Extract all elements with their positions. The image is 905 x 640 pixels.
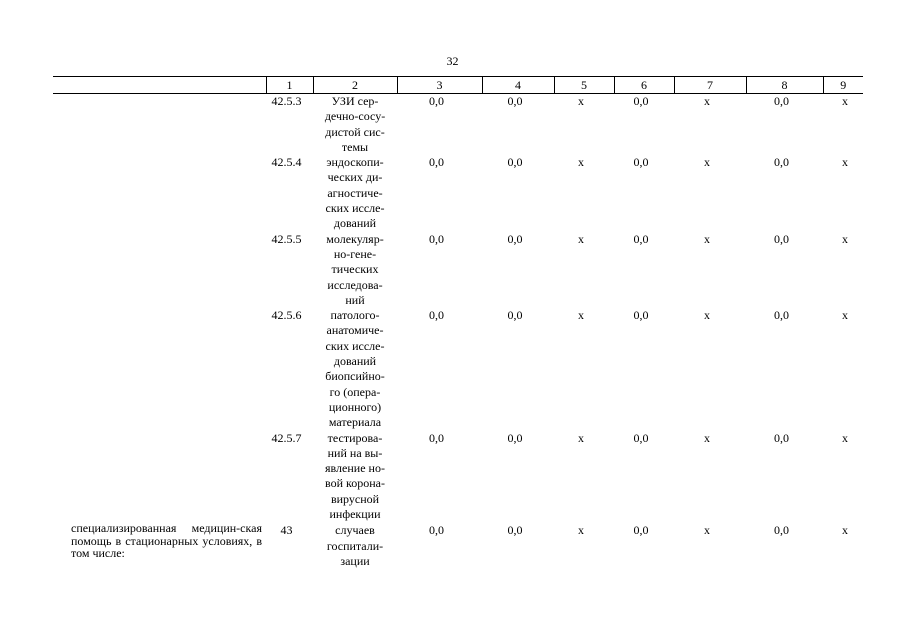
row-description-cell: случаев госпитали- зации — [326, 523, 384, 568]
row-mark-cell: х — [704, 523, 710, 538]
row-name-cell — [53, 155, 266, 231]
row-mark-cell: х — [704, 231, 710, 246]
row-mark-cell: х — [842, 231, 848, 246]
row-value-cell: 0,0 — [429, 155, 444, 170]
row-description-cell: эндоскопи- ческих ди- агностиче- ских иссле- дований — [325, 155, 385, 231]
row-value-cell: 0,0 — [633, 430, 649, 445]
row-code-cell: 42.5.3 — [271, 94, 302, 108]
row-mark-cell: х — [842, 430, 848, 445]
row-value-cell: 0,0 — [507, 430, 523, 445]
row-mark-cell: х — [578, 308, 584, 323]
table-row — [53, 431, 863, 523]
row-description-cell: УЗИ сер- дечно-сосу- дистой сис- темы — [324, 94, 386, 154]
row-value-cell: 0,0 — [774, 308, 789, 323]
data-table — [53, 76, 863, 569]
column-header: 6 — [614, 77, 674, 94]
row-value-cell: 0,0 — [633, 155, 649, 170]
row-value-cell: 0,0 — [507, 231, 523, 246]
row-description-cell: патолого- анатомиче- ских иссле- дований биопсийно- го (опера- ционного) материала — [325, 308, 385, 430]
row-description-cell: тестирова- ний на вы- явление но- вой корона- вирусной инфекции — [325, 430, 385, 522]
row-value-cell: 0,0 — [507, 308, 523, 323]
column-header: 4 — [482, 77, 554, 94]
column-header: 2 — [313, 77, 397, 94]
row-code-cell: 43 — [280, 523, 293, 538]
row-mark-cell: х — [704, 155, 710, 170]
row-value-cell: 0,0 — [429, 231, 444, 246]
row-value-cell: 0,0 — [507, 523, 523, 538]
row-name-cell — [53, 232, 266, 308]
column-header: 3 — [397, 77, 482, 94]
table-row — [53, 155, 863, 231]
row-value-cell: 0,0 — [774, 94, 789, 108]
row-value-cell: 0,0 — [633, 231, 649, 246]
row-mark-cell: х — [704, 94, 710, 108]
row-mark-cell: х — [842, 94, 848, 108]
row-code-cell: 42.5.6 — [271, 308, 302, 323]
row-mark-cell: х — [578, 94, 584, 108]
row-mark-cell: х — [704, 308, 710, 323]
page-number: 32 — [446, 54, 459, 68]
row-value-cell: 0,0 — [429, 523, 444, 538]
row-value-cell: 0,0 — [429, 94, 444, 108]
row-mark-cell: х — [578, 155, 584, 170]
row-code-cell: 42.5.5 — [271, 231, 302, 246]
column-header: 8 — [746, 77, 823, 94]
row-value-cell: 0,0 — [633, 523, 649, 538]
row-code-cell: 42.5.7 — [271, 430, 302, 445]
row-value-cell: 0,0 — [774, 231, 789, 246]
column-header: 5 — [554, 77, 614, 94]
row-mark-cell: х — [842, 523, 848, 538]
row-name-cell — [53, 431, 266, 523]
row-value-cell: 0,0 — [633, 94, 649, 108]
row-mark-cell: х — [842, 155, 848, 170]
column-header: 9 — [823, 77, 863, 94]
row-name-cell: специализированная медицин-ская помощь в стационарных условиях, в том числе: — [71, 521, 262, 561]
row-value-cell: 0,0 — [774, 523, 789, 538]
row-value-cell: 0,0 — [774, 155, 789, 170]
row-value-cell: 0,0 — [633, 308, 649, 323]
table-row — [53, 308, 863, 430]
column-header: 1 — [266, 77, 313, 94]
table-row — [53, 94, 863, 156]
row-name-cell — [53, 94, 266, 156]
row-value-cell: 0,0 — [774, 430, 789, 445]
row-name-cell — [53, 308, 266, 430]
row-value-cell: 0,0 — [507, 94, 523, 108]
row-code-cell: 42.5.4 — [271, 155, 302, 170]
row-mark-cell: х — [578, 430, 584, 445]
row-mark-cell: х — [578, 523, 584, 538]
table-row — [53, 522, 863, 569]
row-value-cell: 0,0 — [429, 430, 444, 445]
row-description-cell: молекуляр- но-гене- тических исследова- ний — [326, 231, 384, 307]
row-mark-cell: х — [578, 231, 584, 246]
row-value-cell: 0,0 — [507, 155, 523, 170]
row-mark-cell: х — [704, 430, 710, 445]
row-value-cell: 0,0 — [429, 308, 444, 323]
row-mark-cell: х — [842, 308, 848, 323]
column-header — [53, 77, 266, 94]
header-row — [53, 77, 863, 94]
table-row — [53, 232, 863, 308]
column-header: 7 — [674, 77, 746, 94]
